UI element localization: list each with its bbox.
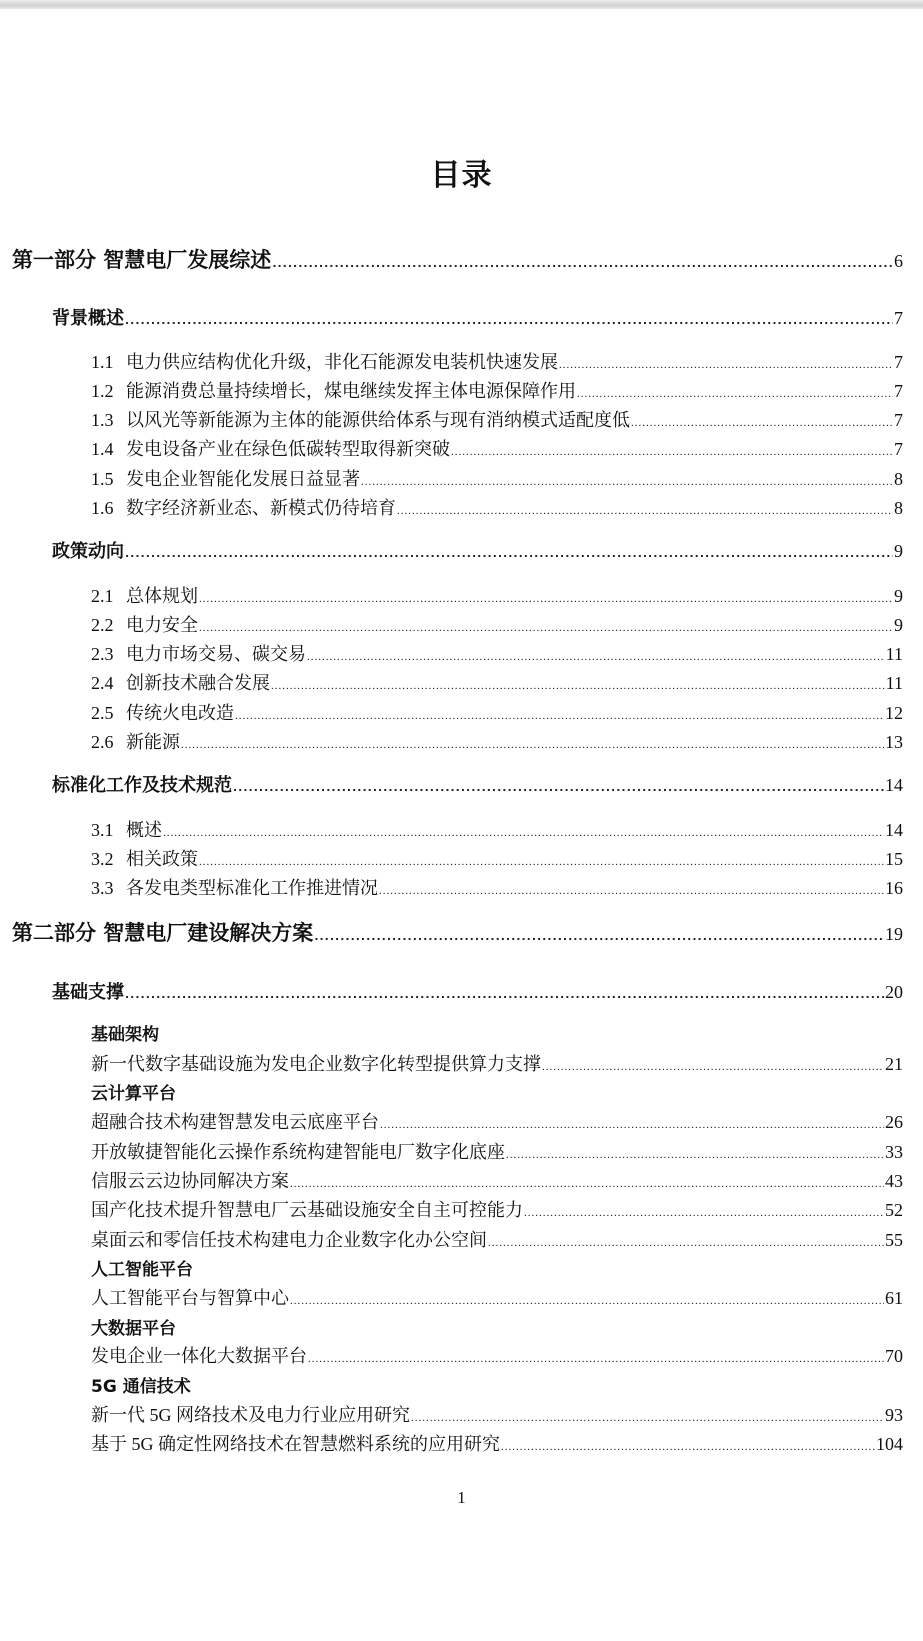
toc-group-heading: 云计算平台 [91,1084,176,1104]
entry-page: 7 [894,410,903,430]
entry-label: 信服云云边协同解决方案 [91,1171,289,1191]
leader-dots [411,1412,884,1424]
toc-entry-chapter[interactable] [52,978,903,1004]
leader-dots [199,593,893,605]
leader-dots [314,930,884,943]
entry-page: 43 [885,1171,903,1191]
entry-page: 6 [894,251,903,271]
toc-entry-section[interactable] [91,582,903,608]
entry-page: 21 [885,1054,903,1074]
toc-entry-section[interactable] [91,699,903,725]
entry-label: 能源消费总量持续增长，煤电继续发挥主体电源保障作用 [126,381,576,401]
entry-label: 政策动向 [52,541,124,562]
toc-entry-section[interactable] [91,669,903,695]
section-number: 3.3 [91,878,114,898]
toc-entry-article[interactable] [91,1108,903,1134]
section-number: 1.2 [91,381,114,401]
toc-entry-chapter[interactable] [52,537,903,563]
entry-page: 11 [885,673,903,693]
section-number: 3.2 [91,849,114,869]
section-number: 3.1 [91,820,114,840]
entry-page: 7 [894,439,903,459]
entry-page: 7 [894,308,903,328]
entry-label: 新能源 [126,732,180,752]
entry-label: 数字经济新业态、新模式仍待培育 [126,498,396,518]
toc-entry-article[interactable] [91,1342,903,1368]
toc-entry-article[interactable] [91,1401,903,1427]
entry-page: 9 [894,586,903,606]
viewer-top-bar [0,0,923,9]
entry-page: 9 [894,541,903,561]
leader-dots [233,781,884,794]
toc-entry-chapter[interactable] [52,304,903,330]
leader-dots [631,417,893,429]
toc-entry-section[interactable] [91,494,903,520]
toc-entry-section[interactable] [91,406,903,432]
section-number: 2.3 [91,644,114,664]
entry-page: 14 [885,775,903,795]
leader-dots [272,257,893,270]
leader-dots [488,1237,884,1249]
entry-page: 9 [894,615,903,635]
entry-page: 55 [885,1230,903,1250]
leader-dots [379,885,884,897]
leader-dots [559,359,893,371]
toc-entry-section[interactable] [91,816,903,842]
entry-label: 电力安全 [126,615,198,635]
section-number: 1.6 [91,498,114,518]
entry-page: 70 [885,1346,903,1366]
leader-dots [163,827,884,839]
leader-dots [125,988,884,1001]
entry-page: 12 [885,703,903,723]
toc-entry-part1[interactable] [12,244,903,274]
section-number: 2.6 [91,732,114,752]
section-number: 1.3 [91,410,114,430]
toc-entry-article[interactable] [91,1167,903,1193]
entry-label: 总体规划 [126,586,198,606]
entry-label: 以风光等新能源为主体的能源供给体系与现有消纳模式适配度低 [126,410,630,430]
entry-label: 超融合技术构建智慧发电云底座平台 [91,1112,379,1132]
leader-dots [451,446,893,458]
toc-group-heading: 大数据平台 [91,1319,176,1339]
toc-entry-part2[interactable] [12,917,903,947]
entry-page: 8 [894,469,903,489]
section-number: 1.5 [91,469,114,489]
toc-entry-section[interactable] [91,465,903,491]
leader-dots [361,476,893,488]
toc-entry-section[interactable] [91,874,903,900]
entry-label: 标准化工作及技术规范 [52,775,232,796]
section-number: 2.1 [91,586,114,606]
entry-page: 14 [885,820,903,840]
entry-page: 7 [894,352,903,372]
entry-label: 基于 5G 确定性网络技术在智慧燃料系统的应用研究 [91,1434,500,1454]
entry-label: 各发电类型标准化工作推进情况 [126,878,378,898]
entry-page: 8 [894,498,903,518]
entry-page: 19 [885,924,903,944]
entry-page: 52 [885,1200,903,1220]
toc-group-heading: 基础架构 [91,1025,159,1045]
toc-entry-chapter[interactable] [52,771,903,797]
leader-dots [308,1353,884,1365]
toc-entry-section[interactable] [91,435,903,461]
section-number: 2.4 [91,673,114,693]
leader-dots [524,1207,884,1219]
entry-label: 概述 [126,820,162,840]
entry-label: 创新技术融合发展 [126,673,270,693]
entry-label: 新一代 5G 网络技术及电力行业应用研究 [91,1405,410,1425]
leader-dots [199,856,884,868]
entry-page: 11 [885,644,903,664]
entry-label: 发电企业一体化大数据平台 [91,1346,307,1366]
toc-entry-section[interactable] [91,845,903,871]
toc-entry-article[interactable] [91,1196,903,1222]
leader-dots [271,680,885,692]
entry-label: 背景概述 [52,308,124,329]
entry-label: 相关政策 [126,849,198,869]
entry-page: 26 [885,1112,903,1132]
entry-label: 国产化技术提升智慧电厂云基础设施安全自主可控能力 [91,1200,523,1220]
entry-label: 开放敏捷智能化云操作系统构建智能电厂数字化底座 [91,1142,505,1162]
leader-dots [125,547,893,560]
leader-dots [506,1149,884,1161]
entry-page: 13 [885,732,903,752]
entry-label: 发电企业智能化发展日益显著 [126,469,360,489]
leader-dots [397,505,893,517]
toc-entry-section[interactable] [91,640,903,666]
entry-label: 电力供应结构优化升级，非化石能源发电装机快速发展 [126,352,558,372]
section-number: 1.1 [91,352,114,372]
entry-label: 传统火电改造 [126,703,234,723]
entry-page: 7 [894,381,903,401]
entry-label: 新一代数字基础设施为发电企业数字化转型提供算力支撑 [91,1054,541,1074]
leader-dots [181,739,884,751]
section-number: 2.2 [91,615,114,635]
toc-entry-section[interactable] [91,611,903,637]
leader-dots [199,622,893,634]
entry-page: 104 [876,1434,903,1454]
toc-entry-article[interactable] [91,1284,903,1310]
leader-dots [380,1119,884,1131]
toc-entry-article[interactable] [91,1050,903,1076]
page-number: 1 [457,1488,466,1507]
leader-dots [235,710,884,722]
leader-dots [577,388,893,400]
entry-page: 33 [885,1142,903,1162]
entry-label: 桌面云和零信任技术构建电力企业数字化办公空间 [91,1230,487,1250]
entry-page: 61 [885,1288,903,1308]
entry-label: 第二部分 智慧电厂建设解决方案 [12,921,314,945]
toc-entry-section[interactable] [91,348,903,374]
leader-dots [290,1178,884,1190]
section-number: 1.4 [91,439,114,459]
entry-page: 93 [885,1405,903,1425]
entry-label: 第一部分 智慧电厂发展综述 [12,248,272,272]
toc-group-heading: 人工智能平台 [91,1260,193,1280]
toc-entry-article[interactable] [91,1226,903,1252]
entry-label: 基础支撑 [52,982,124,1003]
entry-label: 人工智能平台与智算中心 [91,1288,289,1308]
leader-dots [290,1295,884,1307]
leader-dots [125,314,893,327]
section-number: 2.5 [91,703,114,723]
entry-page: 15 [885,849,903,869]
leader-dots [501,1441,875,1453]
toc-entry-section[interactable] [91,377,903,403]
toc-title: 目录 [430,158,493,193]
toc-entry-article[interactable] [91,1138,903,1164]
toc-entry-section[interactable] [91,728,903,754]
toc-entry-article[interactable] [91,1430,903,1456]
entry-label: 发电设备产业在绿色低碳转型取得新突破 [126,439,450,459]
entry-page: 16 [885,878,903,898]
entry-label: 电力市场交易、碳交易 [126,644,306,664]
leader-dots [307,651,885,663]
leader-dots [542,1061,884,1073]
entry-page: 20 [885,982,903,1002]
toc-group-heading: 5G 通信技术 [91,1377,191,1397]
